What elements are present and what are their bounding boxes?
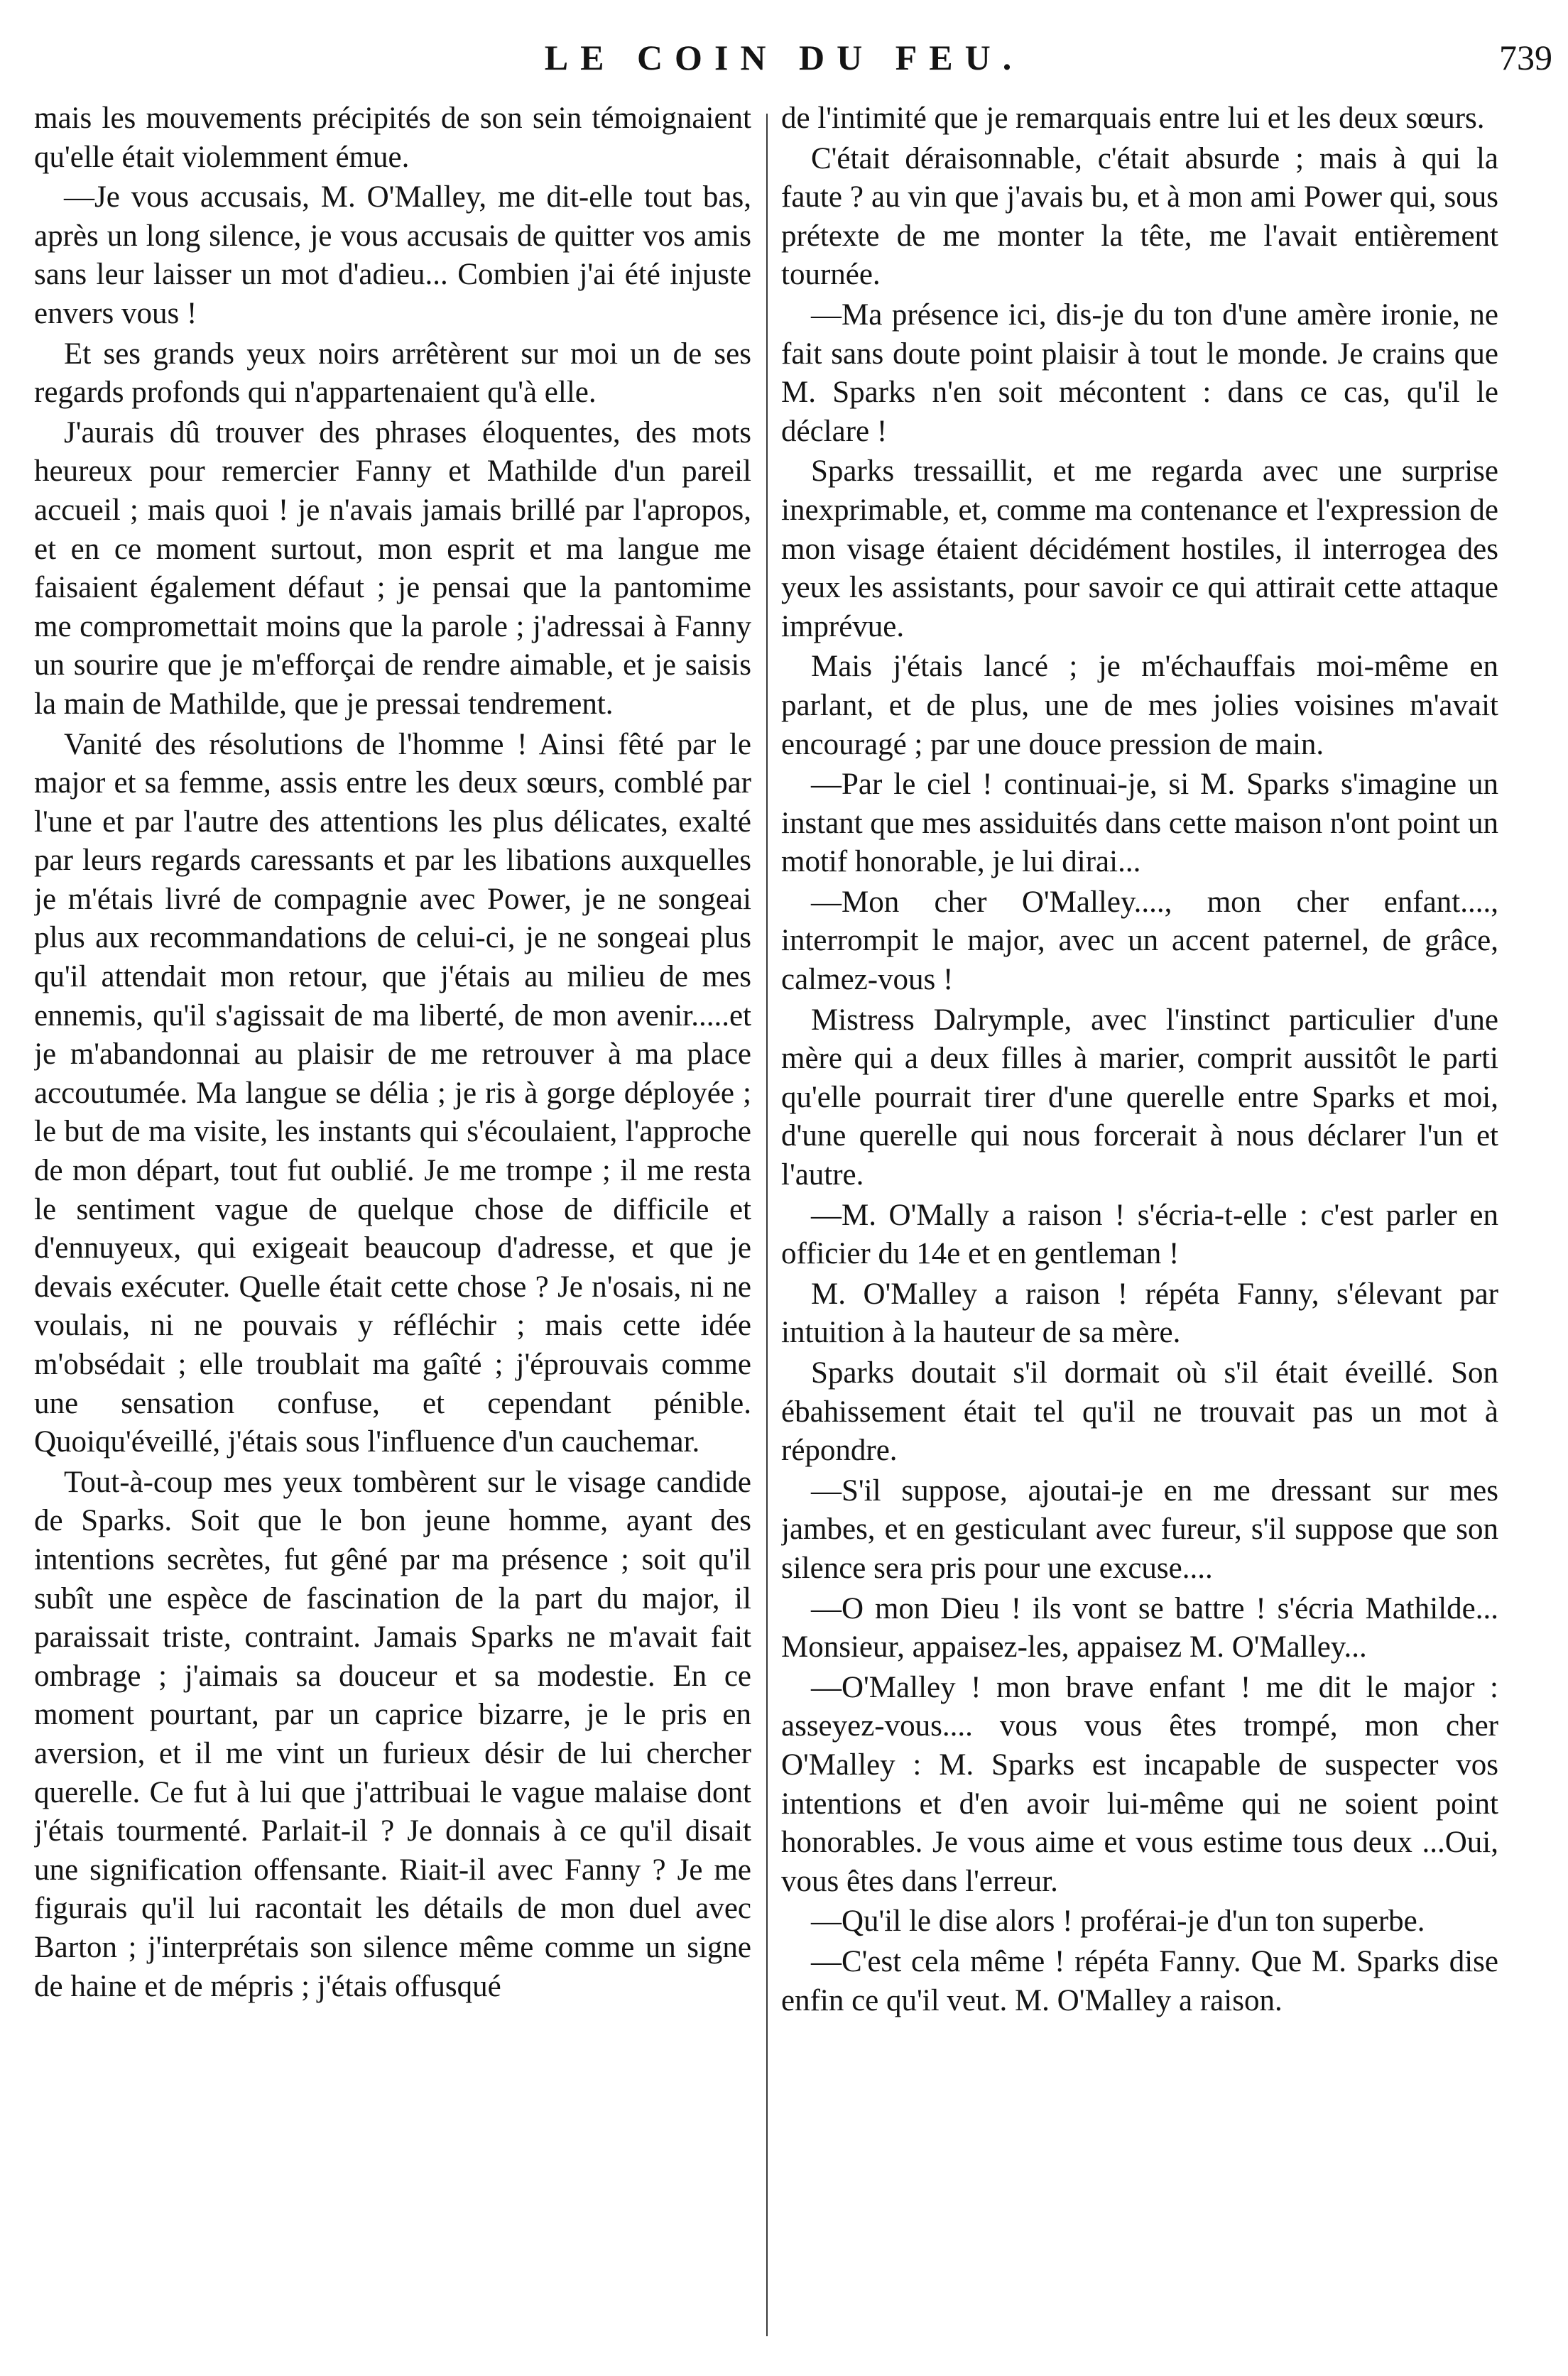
paragraph: Sparks tressaillit, et me regarda avec une surprise inexprimable, et, comme ma contenance et l'expression de mon visage étaient décidément hostiles, il interrogea des yeux les assistants, pour savoir ce qui attirait cette attaque imprévue. [781, 454, 1498, 643]
paragraph: Mais j'étais lancé ; je m'échauffais moi-même en parlant, et de plus, une de mes jolies voisines m'avait encouragé ; par une douce pression de main. [781, 650, 1498, 761]
paragraph: Vanité des résolutions de l'homme ! Ainsi fêté par le major et sa femme, assis entre les deux sœurs, comblé par l'une et par l'autre des attentions les plus délicates, exalté par leurs regards caressants et par les libations auxquelles je m'étais livré de compagnie avec Power, je ne songeai plus aux recommandations de celui-ci, je ne songeai plus qu'il attendait mon retour, que j'étais au milieu de mes ennemis, qu'il s'agissait de ma liberté, de mon avenir.....et je m'abandonnai au plaisir de me retrouver à ma place accoutumée. Ma langue se délia ; je ris à gorge déployée ; le but de ma visite, les instants qui s'écoulaient, l'approche de mon départ, tout fut oublié. Je me trompe ; il me resta le sentiment vague de quelque chose de difficile et d'ennuyeux, qui exigeait beaucoup d'adresse, et que je devais exécuter. Quelle était cette chose ? Je n'osais, ni ne voulais, ni ne pouvais y réfléchir ; mais cette idée m'obsédait ; elle troublait ma gaîté ; j'éprouvais comme une sensation confuse, et cependant pénible. Quoiqu'éveillé, j'étais sous l'influence d'un cauchemar. [34, 727, 751, 1459]
right-text-column [781, 99, 1498, 2358]
paragraph: —Je vous accusais, M. O'Malley, me dit-elle tout bas, après un long silence, je vous accusais de quitter vos amis sans leur laisser un mot d'adieu... Combien j'ai été injuste envers vous ! [34, 180, 751, 330]
page-number: 739 [1499, 38, 1552, 77]
paragraph: Et ses grands yeux noirs arrêtèrent sur moi un de ses regards profonds qui n'appartenaient qu'à elle. [34, 337, 751, 410]
paragraph: mais les mouvements précipités de son sein témoignaient qu'elle était violemment émue. [34, 102, 751, 174]
paragraph: —O'Malley ! mon brave enfant ! me dit le major : asseyez-vous.... vous vous êtes trompé, mon cher O'Malley : M. Sparks est incapable de suspecter vos intentions et d'en avoir lui-même qui ne soient point honorables. Je vous aime et vous estime tous deux ...Oui, vous êtes dans l'erreur. [781, 1670, 1498, 1898]
paragraph: —Par le ciel ! continuai-je, si M. Sparks s'imagine un instant que mes assiduités dans cette maison n'ont point un motif honorable, je lui dirai... [781, 768, 1498, 879]
paragraph: Sparks doutait s'il dormait où s'il était éveillé. Son ébahissement était tel qu'il ne trouvait pas un mot à répondre. [781, 1356, 1498, 1468]
paragraph: —S'il suppose, ajoutai-je en me dressant sur mes jambes, et en gesticulant avec fureur, s'il suppose que son silence sera pris pour une excuse.... [781, 1473, 1498, 1585]
paragraph: de l'intimité que je remarquais entre lui et les deux sœurs. [781, 102, 1485, 135]
paragraph: —Ma présence ici, dis-je du ton d'une amère ironie, ne fait sans doute point plaisir à tout le monde. Je crains que M. Sparks n'en soit mécontent : dans ce cas, qu'il le déclare ! [781, 298, 1498, 448]
paragraph: Mistress Dalrymple, avec l'instinct particulier d'une mère qui a deux filles à marier, comprit aussitôt le parti qu'elle pourrait tirer d'une querelle entre Sparks et moi, d'une querelle qui nous forcerait à nous déclarer l'un et l'autre. [781, 1003, 1498, 1192]
paragraph: J'aurais dû trouver des phrases éloquentes, des mots heureux pour remercier Fanny et Mathilde d'un pareil accueil ; mais quoi ! je n'avais jamais brillé par l'apropos, et en ce moment surtout, mon esprit et ma langue me faisaient également défaut ; je pensai que la pantomime me compromettait moins que la parole ; j'adressai à Fanny un sourire que je m'efforçai de rendre aimable, et je saisis la main de Mathilde, que je pressai tendrement. [34, 415, 751, 721]
paragraph: —Qu'il le dise alors ! proférai-je d'un ton superbe. [811, 1904, 1425, 1939]
paragraph: C'était déraisonnable, c'était absurde ; mais à qui la faute ? au vin que j'avais bu, et à mon ami Power qui, sous prétexte de me monter la tête, me l'avait entièrement tournée. [781, 141, 1498, 292]
paragraph: —C'est cela même ! répéta Fanny. Que M. Sparks dise enfin ce qu'il veut. M. O'Malley a raison. [781, 1944, 1498, 2017]
paragraph: Tout-à-coup mes yeux tombèrent sur le visage candide de Sparks. Soit que le bon jeune homme, ayant des intentions secrètes, fut gêné par ma présence ; soit qu'il subît une espèce de fascination de la part du major, il paraissait triste, contraint. Jamais Sparks ne m'avait fait ombrage ; j'aimais sa douceur et sa modestie. En ce moment pourtant, par un caprice bizarre, je le pris en aversion, et il me vint un furieux désir de lui chercher querelle. Ce fut à lui que j'attribuai le vague malaise dont j'étais tourmenté. Parlait-il ? Je donnais à ce qu'il disait une signification offensante. Riait-il avec Fanny ? Je me figurais qu'il lui racontait les détails de mon duel avec Barton ; j'interprétais son silence même comme un signe de haine et de mépris ; j'étais offusqué [34, 1465, 751, 2003]
paragraph: —O mon Dieu ! ils vont se battre ! s'écria Mathilde... Monsieur, appaisez-les, appaisez M. O'Malley... [781, 1591, 1498, 1664]
paragraph: —Mon cher O'Malley...., mon cher enfant...., interrompit le major, avec un accent paternel, de grâce, calmez-vous ! [781, 885, 1498, 997]
page-header [0, 37, 1568, 87]
column-divider-rule [766, 114, 768, 2336]
left-text-column [34, 99, 751, 2358]
running-title: LE COIN DU FEU. [544, 38, 1024, 77]
paragraph: —M. O'Mally a raison ! s'écria-t-elle : c'est parler en officier du 14e et en gentleman ! [781, 1198, 1498, 1271]
paragraph: M. O'Malley a raison ! répéta Fanny, s'élevant par intuition à la hauteur de sa mère. [781, 1277, 1498, 1350]
